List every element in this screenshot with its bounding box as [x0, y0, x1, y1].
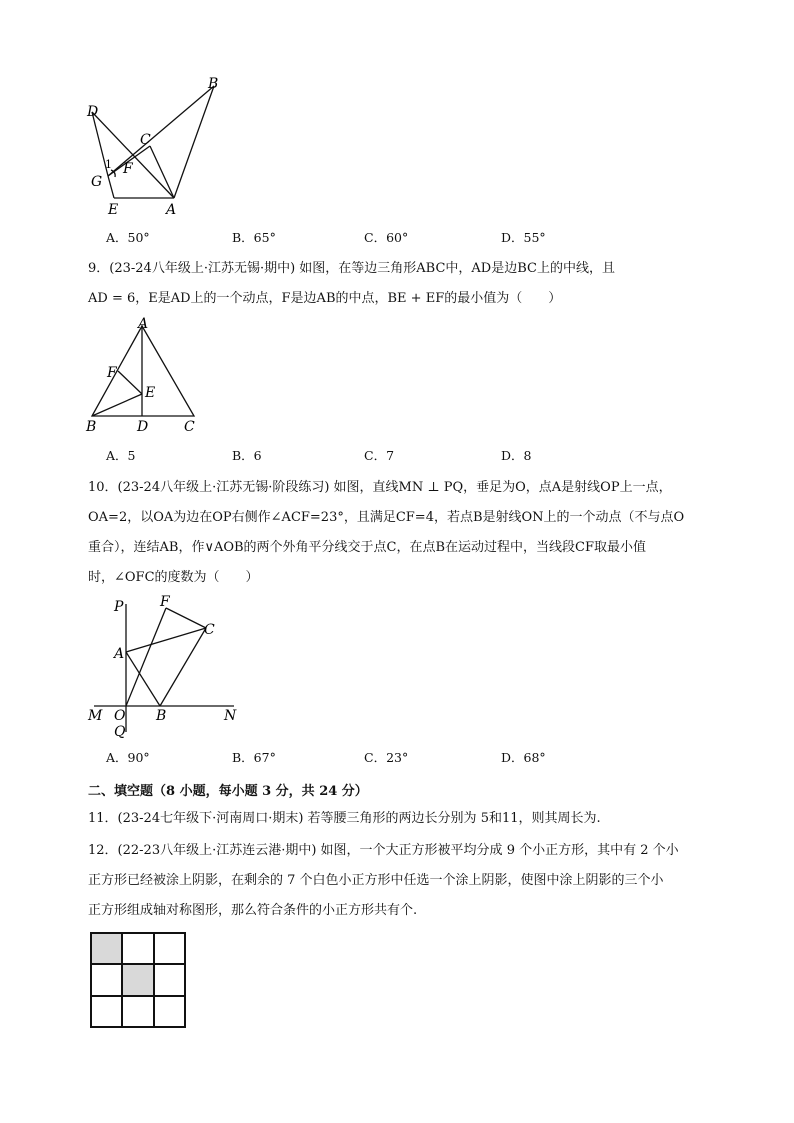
grid-cell-shaded	[122, 964, 153, 995]
label-F: F	[160, 594, 170, 610]
segment-AB	[126, 652, 160, 706]
label-F: F	[107, 365, 117, 381]
q9-stem-line2: AD = 6，E是AD上的一个动点，F是边AB的中点，BE + EF的最小值为（ ）	[88, 291, 562, 306]
q10-stem-line4: 时，∠OFC的度数为（ ）	[88, 570, 259, 585]
label-A: A	[138, 316, 149, 332]
q12-stem-line1: 12．(22-23八年级上·江苏连云港·期中) 如图，一个大正方形被平均分成 9 个小正方形，其中有 2 个小	[88, 843, 679, 858]
q11-stem: 11．(23-24七年级下·河南周口·期末) 若等腰三角形的两边长分别为 5和11，则其周长为.	[88, 811, 601, 826]
segment-OF	[126, 608, 166, 706]
segment-FE	[118, 371, 142, 394]
q10-stem-line3: 重合），连结AB，作∨AOB的两个外角平分线交于点C，在点B在运动过程中，当线段CF取最小值	[88, 540, 647, 555]
q10-stem-line1: 10．(23-24八年级上·江苏无锡·阶段练习) 如图，直线MN ⊥ PQ，垂足为O，点A是射线OP上一点，	[88, 480, 672, 495]
grid-cell	[154, 996, 185, 1027]
figure-q12-grid	[90, 932, 186, 1028]
label-F: F	[123, 161, 133, 177]
segment-FC	[166, 608, 206, 628]
grid-cell	[122, 996, 153, 1027]
label-C: C	[140, 132, 151, 148]
label-P: P	[114, 599, 124, 615]
q12-stem-line3: 正方形组成轴对称图形，那么符合条件的小正方形共有个.	[88, 903, 418, 918]
label-C: C	[204, 622, 215, 638]
grid-cell	[154, 964, 185, 995]
segment-CA	[150, 146, 174, 198]
label-O: O	[114, 708, 126, 724]
grid-cell-shaded	[91, 933, 122, 964]
q9-option-b: B．6	[232, 448, 262, 463]
q12-stem-line2: 正方形已经被涂上阴影，在剩余的 7 个白色小正方形中任选一个涂上阴影，使图中涂上阴影的三个小	[88, 873, 664, 888]
label-N: N	[224, 708, 237, 724]
q8-option-c: C．60°	[364, 230, 409, 245]
q9-stem-line1: 9．(23-24八年级上·江苏无锡·期中) 如图，在等边三角形ABC中，AD是边BC上的中线，且	[88, 261, 615, 276]
q8-option-d: D．55°	[501, 230, 546, 245]
label-M: M	[88, 708, 103, 724]
grid-cell	[91, 964, 122, 995]
q10-option-b: B．67°	[232, 750, 276, 765]
label-A: A	[114, 646, 125, 662]
label-E: E	[108, 202, 119, 218]
q8-option-b: B．65°	[232, 230, 276, 245]
label-B: B	[86, 419, 97, 434]
label-D: D	[87, 104, 99, 120]
label-D: D	[137, 419, 149, 434]
label-B: B	[156, 708, 167, 724]
q9-option-a: A．5	[106, 448, 136, 463]
grid-cell	[122, 933, 153, 964]
label-C: C	[184, 419, 195, 434]
label-G: G	[91, 174, 103, 190]
q10-option-c: C．23°	[364, 750, 409, 765]
label-A: A	[166, 202, 177, 218]
grid-cell	[154, 933, 185, 964]
label-B: B	[208, 76, 219, 92]
grid-cell	[91, 996, 122, 1027]
q8-option-a: A．50°	[106, 230, 150, 245]
label-E: E	[145, 385, 156, 401]
figure-q10	[84, 594, 244, 740]
label-angle-1: 1	[105, 158, 112, 171]
q10-stem-line2: OA=2，以OA为边在OP右侧作∠ACF=23°，且满足CF=4，若点B是射线ON上的一个动点（不与点O	[88, 510, 685, 525]
figure-q8	[80, 70, 240, 220]
q9-option-d: D．8	[501, 448, 532, 463]
q10-option-d: D．68°	[501, 750, 546, 765]
segment-GE	[108, 176, 114, 198]
segment-BE	[92, 394, 142, 416]
section-heading-fill-in: 二、填空题（8 小题，每小题 3 分，共 24 分）	[88, 784, 368, 799]
q10-option-a: A．90°	[106, 750, 150, 765]
label-Q: Q	[114, 724, 126, 740]
q9-option-c: C．7	[364, 448, 395, 463]
figure-q9	[82, 316, 212, 434]
